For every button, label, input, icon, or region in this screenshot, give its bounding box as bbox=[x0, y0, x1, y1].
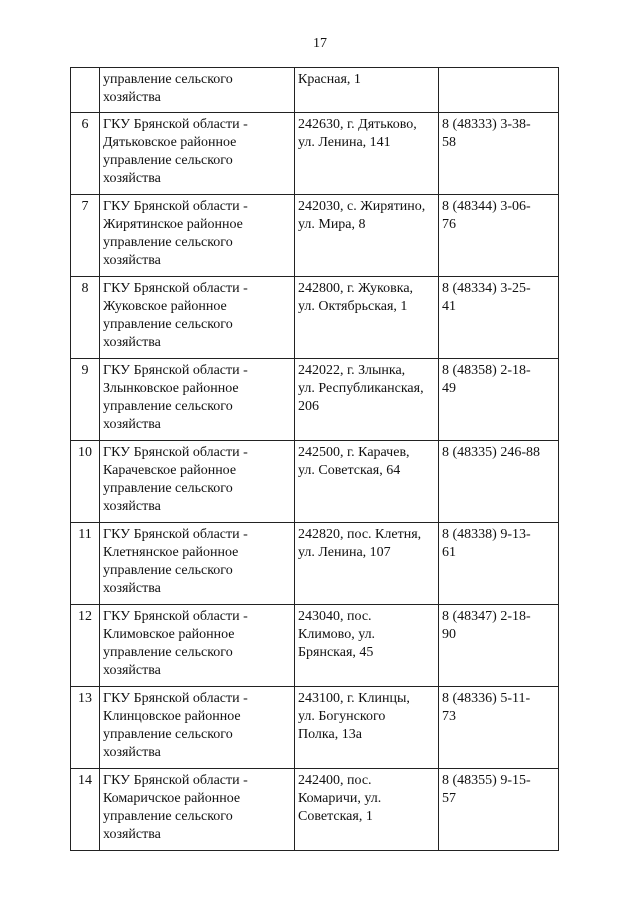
phone-line: 8 (48333) 3-38- bbox=[442, 117, 531, 132]
phone-cell bbox=[439, 195, 559, 277]
address-line: 206 bbox=[298, 399, 319, 414]
address-cell bbox=[295, 277, 439, 359]
agency-name-cell bbox=[100, 195, 295, 277]
agency-name-line: ГКУ Брянской области - bbox=[103, 199, 248, 214]
agency-name-line: управление сельского bbox=[103, 809, 233, 824]
phone-line: 8 (48334) 3-25- bbox=[442, 281, 531, 296]
phone-line: 8 (48336) 5-11- bbox=[442, 691, 531, 706]
address-line: 243040, пос. bbox=[298, 609, 372, 624]
agency-name-line: управление сельского bbox=[103, 481, 233, 496]
agency-name-line: Дятьковское районное bbox=[103, 135, 237, 150]
agency-name-line: Комаричское районное bbox=[103, 791, 241, 806]
phone-line: 8 (48344) 3-06- bbox=[442, 199, 531, 214]
agency-name-line: хозяйства bbox=[103, 253, 161, 268]
address-line: 242820, пос. Клетня, bbox=[298, 527, 422, 542]
table-row bbox=[71, 359, 559, 441]
address-line: ул. Ленина, 107 bbox=[298, 545, 391, 560]
address-cell bbox=[295, 769, 439, 851]
address-line: 242030, с. Жирятино, bbox=[298, 199, 426, 214]
phone-line: 8 (48335) 246-88 bbox=[442, 445, 540, 460]
phone-line: 61 bbox=[442, 545, 456, 560]
phone-line: 8 (48358) 2-18- bbox=[442, 363, 531, 378]
agency-name-line: ГКУ Брянской области - bbox=[103, 363, 248, 378]
phone-line: 90 bbox=[442, 627, 456, 642]
phone-cell bbox=[439, 68, 559, 113]
address-line: 242500, г. Карачев, bbox=[298, 445, 410, 460]
agency-name-line: хозяйства bbox=[103, 663, 161, 678]
phone-cell bbox=[439, 277, 559, 359]
address-line: Красная, 1 bbox=[298, 72, 361, 87]
address-cell bbox=[295, 687, 439, 769]
phone-cell bbox=[439, 113, 559, 195]
table-row bbox=[71, 441, 559, 523]
row-number-cell bbox=[71, 68, 100, 113]
row-number-cell: 6 bbox=[71, 113, 100, 195]
agency-name-line: ГКУ Брянской области - bbox=[103, 691, 248, 706]
agency-name-line: управление сельского bbox=[103, 317, 233, 332]
row-number-cell: 9 bbox=[71, 359, 100, 441]
phone-line: 73 bbox=[442, 709, 456, 724]
agency-name-line: Жуковское районное bbox=[103, 299, 227, 314]
row-number-cell: 13 bbox=[71, 687, 100, 769]
agency-name-line: ГКУ Брянской области - bbox=[103, 117, 248, 132]
agencies-table bbox=[70, 67, 559, 851]
row-number-cell: 7 bbox=[71, 195, 100, 277]
address-cell bbox=[295, 195, 439, 277]
agency-name-line: управление сельского bbox=[103, 645, 233, 660]
agency-name-cell bbox=[100, 113, 295, 195]
agency-name-line: хозяйства bbox=[103, 171, 161, 186]
address-line: Комаричи, ул. bbox=[298, 791, 382, 806]
table-row bbox=[71, 605, 559, 687]
address-line: 242022, г. Злынка, bbox=[298, 363, 406, 378]
address-cell bbox=[295, 605, 439, 687]
phone-line: 41 bbox=[442, 299, 456, 314]
address-line: Климово, ул. bbox=[298, 627, 376, 642]
agency-name-line: ГКУ Брянской области - bbox=[103, 609, 248, 624]
agency-name-line: управление сельского bbox=[103, 72, 233, 87]
agency-name-cell bbox=[100, 523, 295, 605]
address-line: Полка, 13а bbox=[298, 727, 362, 742]
phone-cell bbox=[439, 359, 559, 441]
agency-name-line: Клетнянское районное bbox=[103, 545, 239, 560]
address-line: Брянская, 45 bbox=[298, 645, 374, 660]
agency-name-cell bbox=[100, 769, 295, 851]
agency-name-line: Клинцовское районное bbox=[103, 709, 241, 724]
address-cell bbox=[295, 523, 439, 605]
agency-name-line: ГКУ Брянской области - bbox=[103, 281, 248, 296]
agencies-table-body bbox=[71, 68, 559, 851]
agency-name-line: ГКУ Брянской области - bbox=[103, 773, 248, 788]
table-row bbox=[71, 113, 559, 195]
phone-cell bbox=[439, 687, 559, 769]
phone-line: 57 bbox=[442, 791, 456, 806]
address-line: ул. Богунского bbox=[298, 709, 386, 724]
agency-name-line: ГКУ Брянской области - bbox=[103, 527, 248, 542]
address-line: Советская, 1 bbox=[298, 809, 373, 824]
agency-name-line: Жирятинское районное bbox=[103, 217, 243, 232]
row-number-cell: 11 bbox=[71, 523, 100, 605]
address-cell bbox=[295, 68, 439, 113]
table-row bbox=[71, 277, 559, 359]
agency-name-line: управление сельского bbox=[103, 235, 233, 250]
agency-name-line: ГКУ Брянской области - bbox=[103, 445, 248, 460]
phone-cell bbox=[439, 605, 559, 687]
phone-line: 49 bbox=[442, 381, 456, 396]
agency-name-cell bbox=[100, 68, 295, 113]
row-number-cell: 10 bbox=[71, 441, 100, 523]
address-line: ул. Ленина, 141 bbox=[298, 135, 391, 150]
address-line: ул. Мира, 8 bbox=[298, 217, 366, 232]
address-line: 242800, г. Жуковка, bbox=[298, 281, 414, 296]
agency-name-cell bbox=[100, 605, 295, 687]
agency-name-line: Климовское районное bbox=[103, 627, 235, 642]
phone-line: 8 (48347) 2-18- bbox=[442, 609, 531, 624]
agency-name-line: Злынковское районное bbox=[103, 381, 239, 396]
agency-name-line: Карачевское районное bbox=[103, 463, 237, 478]
phone-line: 76 bbox=[442, 217, 456, 232]
address-line: ул. Республиканская, bbox=[298, 381, 424, 396]
phone-line: 8 (48355) 9-15- bbox=[442, 773, 531, 788]
agency-name-line: хозяйства bbox=[103, 581, 161, 596]
phone-line: 8 (48338) 9-13- bbox=[442, 527, 531, 542]
table-row bbox=[71, 687, 559, 769]
address-line: 242630, г. Дятьково, bbox=[298, 117, 417, 132]
agency-name-line: управление сельского bbox=[103, 399, 233, 414]
address-line: ул. Советская, 64 bbox=[298, 463, 401, 478]
agency-name-line: хозяйства bbox=[103, 417, 161, 432]
agency-name-line: управление сельского bbox=[103, 563, 233, 578]
address-cell bbox=[295, 441, 439, 523]
table-row bbox=[71, 523, 559, 605]
agency-name-line: хозяйства bbox=[103, 827, 161, 842]
address-line: ул. Октябрьская, 1 bbox=[298, 299, 408, 314]
row-number-cell: 8 bbox=[71, 277, 100, 359]
address-line: 243100, г. Клинцы, bbox=[298, 691, 410, 706]
agency-name-line: хозяйства bbox=[103, 90, 161, 105]
agency-name-line: управление сельского bbox=[103, 153, 233, 168]
row-number-cell: 14 bbox=[71, 769, 100, 851]
phone-cell bbox=[439, 523, 559, 605]
address-line: 242400, пос. bbox=[298, 773, 372, 788]
row-number-cell: 12 bbox=[71, 605, 100, 687]
table-row bbox=[71, 769, 559, 851]
agency-name-line: хозяйства bbox=[103, 335, 161, 350]
page-number: 17 bbox=[313, 36, 327, 51]
agency-name-cell bbox=[100, 441, 295, 523]
phone-cell bbox=[439, 769, 559, 851]
agency-name-line: управление сельского bbox=[103, 727, 233, 742]
agency-name-line: хозяйства bbox=[103, 499, 161, 514]
address-cell bbox=[295, 359, 439, 441]
phone-cell bbox=[439, 441, 559, 523]
table-row bbox=[71, 68, 559, 113]
agency-name-cell bbox=[100, 687, 295, 769]
agency-name-line: хозяйства bbox=[103, 745, 161, 760]
agency-name-cell bbox=[100, 359, 295, 441]
table-row bbox=[71, 195, 559, 277]
address-cell bbox=[295, 113, 439, 195]
agency-name-cell bbox=[100, 277, 295, 359]
phone-line: 58 bbox=[442, 135, 456, 150]
